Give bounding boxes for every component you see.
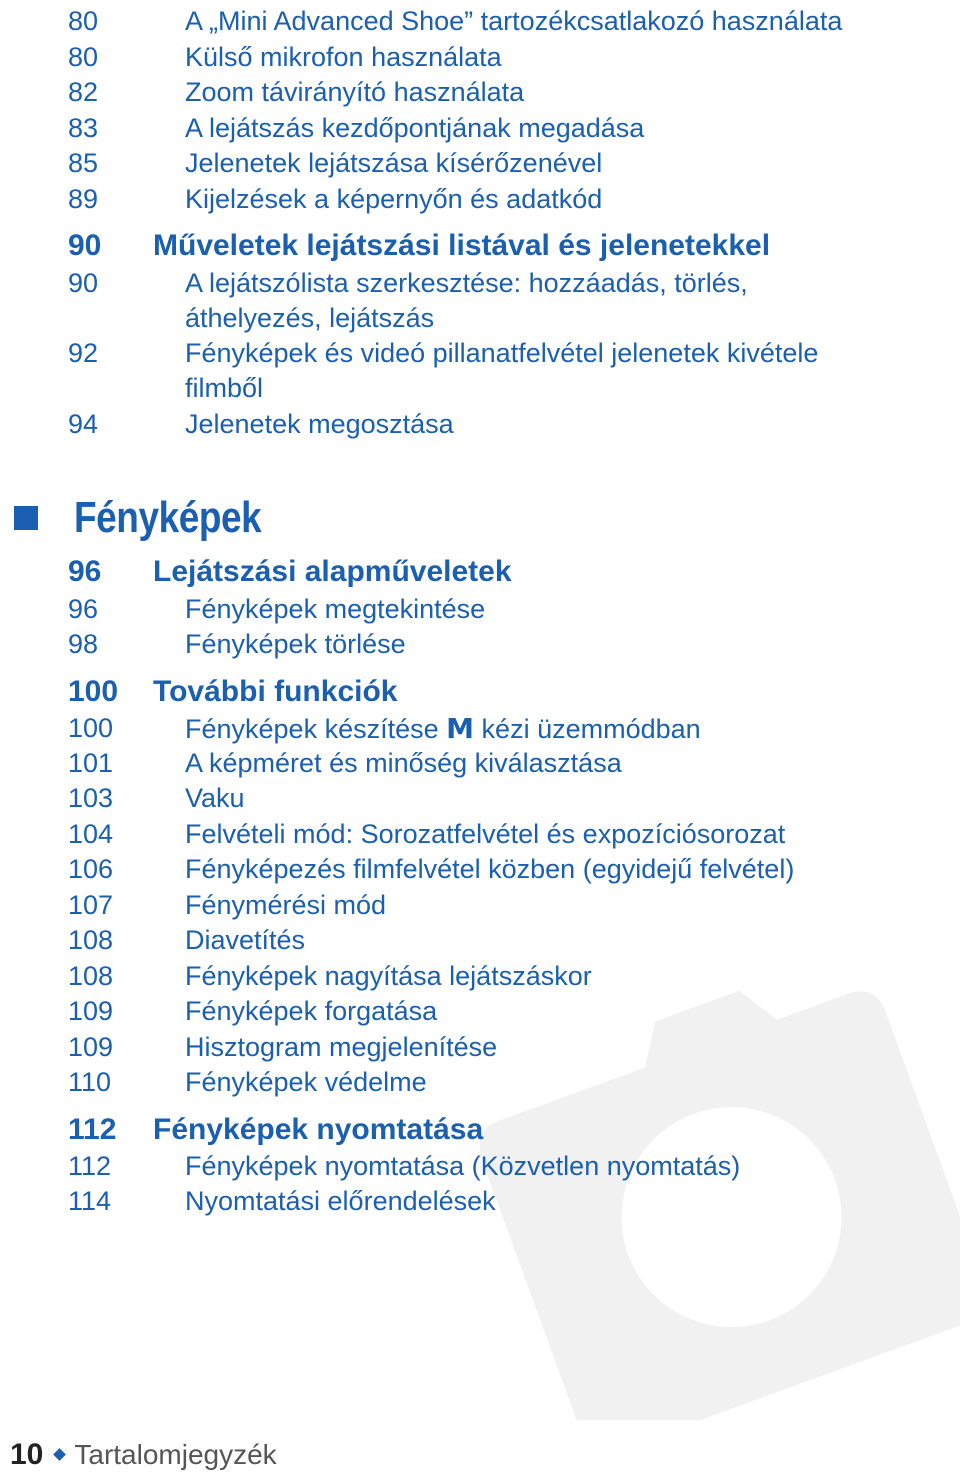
toc-page-number: 85 <box>68 148 99 178</box>
toc-entry-line: Kijelzések a képernyőn és adatkód <box>185 184 603 214</box>
toc-entry-line: Fényképek nyomtatása <box>153 1113 484 1146</box>
toc-entry-text <box>185 407 454 442</box>
toc-page-number: 89 <box>68 184 99 214</box>
toc-page-number: 80 <box>68 42 99 72</box>
footer-title: Tartalomjegyzék <box>74 1439 277 1470</box>
square-bullet-icon <box>14 506 38 530</box>
toc-page-number: 96 <box>68 555 102 588</box>
toc-entry-text <box>185 1065 427 1100</box>
toc-entry-text <box>185 852 794 887</box>
toc-page-number: 80 <box>68 6 99 36</box>
toc-entry-text <box>185 1184 496 1219</box>
toc-entry-line-suffix: kézi üzemmódban <box>481 714 701 744</box>
toc-page-number: 100 <box>68 675 119 708</box>
toc-entry-text <box>185 40 502 75</box>
toc-entry-line: További funkciók <box>153 675 398 708</box>
toc-entry-text <box>185 266 748 336</box>
toc-page-number: 101 <box>68 748 114 778</box>
toc-page-number: 83 <box>68 113 99 143</box>
toc-entry-text <box>185 336 818 406</box>
toc-entry-line: Vaku <box>185 783 245 813</box>
toc-page-number: 108 <box>68 961 114 991</box>
toc-entry-line: Fényképek készítése <box>185 714 439 744</box>
toc-entry-text <box>185 592 485 627</box>
toc-page-number: 100 <box>68 713 114 743</box>
toc-page-number: 98 <box>68 629 99 659</box>
toc-entry-text <box>185 627 406 662</box>
toc-entry-line: A lejátszás kezdőpontjának megadása <box>185 113 645 143</box>
toc-page-number: 94 <box>68 409 99 439</box>
toc-entry-text <box>185 817 785 852</box>
camera-watermark-icon <box>480 980 960 1420</box>
toc-entry-line-2: filmből <box>185 373 264 403</box>
toc-page-number: 110 <box>68 1067 112 1097</box>
toc-entry-line: Fényképek törlése <box>185 629 406 659</box>
toc-entry-text <box>185 994 437 1029</box>
toc-page-number: 114 <box>68 1186 112 1216</box>
toc-entry-line: Felvételi mód: Sorozatfelvétel és expozíciósorozat <box>185 819 786 849</box>
toc-entry-line: Fényképek nyomtatása (Közvetlen nyomtatás) <box>185 1151 741 1181</box>
toc-page-number: 90 <box>68 229 102 262</box>
toc-page-number: 106 <box>68 854 114 884</box>
toc-page-number: 109 <box>68 1032 114 1062</box>
toc-page-number: 112 <box>68 1151 112 1181</box>
toc-entry-text <box>185 1149 740 1184</box>
toc-entry-line: Zoom távirányító használata <box>185 77 525 107</box>
toc-entry-line: Műveletek lejátszási listával és jelenetekkel <box>153 229 771 262</box>
toc-entry-text <box>185 182 602 217</box>
toc-entry-text <box>185 959 592 994</box>
toc-entry-line: Külső mikrofon használata <box>185 42 502 72</box>
toc-entry-text <box>153 1112 483 1148</box>
toc-entry-text <box>185 111 644 146</box>
toc-entry-line: Jelenetek lejátszása kísérőzenével <box>185 148 603 178</box>
toc-entry-text <box>185 4 842 39</box>
toc-entry-line: A képméret és minőség kiválasztása <box>185 748 622 778</box>
toc-entry-text <box>185 1030 497 1065</box>
toc-entry-line: Fényképezés filmfelvétel közben (egyidejű felvétel) <box>185 854 795 884</box>
toc-entry-text <box>185 711 701 747</box>
toc-page-number: 107 <box>68 890 114 920</box>
toc-page-number: 104 <box>68 819 114 849</box>
toc-entry-text <box>153 554 512 590</box>
toc-entry-line: Nyomtatási előrendelések <box>185 1186 496 1216</box>
toc-entry-text <box>185 888 386 923</box>
toc-page-number: 109 <box>68 996 114 1026</box>
toc-page-number: 90 <box>68 268 99 298</box>
toc-entry-line: Fényképek megtekintése <box>185 594 486 624</box>
toc-entry-text <box>185 746 622 781</box>
toc-entry-line: Hisztogram megjelenítése <box>185 1032 498 1062</box>
toc-entry-text <box>153 674 397 710</box>
manual-mode-icon: M <box>446 712 475 745</box>
toc-entry-line: Fényképek és videó pillanatfelvétel jelenetek kivétele <box>185 338 819 368</box>
toc-entry-text <box>185 75 524 110</box>
toc-page-number: 108 <box>68 925 114 955</box>
toc-entry-line: Fénymérési mód <box>185 890 387 920</box>
toc-entry-line: A lejátszólista szerkesztése: hozzáadás, törlés, <box>185 268 748 298</box>
toc-entry-text <box>185 146 602 181</box>
toc-page-number: 82 <box>68 77 99 107</box>
toc-page-number: 103 <box>68 783 114 813</box>
toc-entry-line-2: áthelyezés, lejátszás <box>185 303 435 333</box>
toc-entry-line: Fényképek forgatása <box>185 996 438 1026</box>
toc-entry-line: Lejátszási alapműveletek <box>153 555 512 588</box>
toc-page-number: 96 <box>68 594 99 624</box>
section-title: Fényképek <box>74 493 262 542</box>
toc-page-number: 112 <box>68 1113 117 1146</box>
toc-entry-line: Fényképek nagyítása lejátszáskor <box>185 961 592 991</box>
toc-entry-line: Jelenetek megosztása <box>185 409 454 439</box>
footer-page-number: 10 <box>10 1438 44 1471</box>
toc-entry-text <box>185 781 245 816</box>
toc-entry-line: Diavetítés <box>185 925 306 955</box>
diamond-icon <box>54 1448 67 1461</box>
toc-entry-line: Fényképek védelme <box>185 1067 427 1097</box>
toc-entry-line: A „Mini Advanced Shoe” tartozékcsatlakozó használata <box>185 6 843 36</box>
toc-entry-text <box>153 228 770 264</box>
toc-page-number: 92 <box>68 338 99 368</box>
toc-entry-text <box>185 923 305 958</box>
page-footer <box>10 1437 277 1473</box>
